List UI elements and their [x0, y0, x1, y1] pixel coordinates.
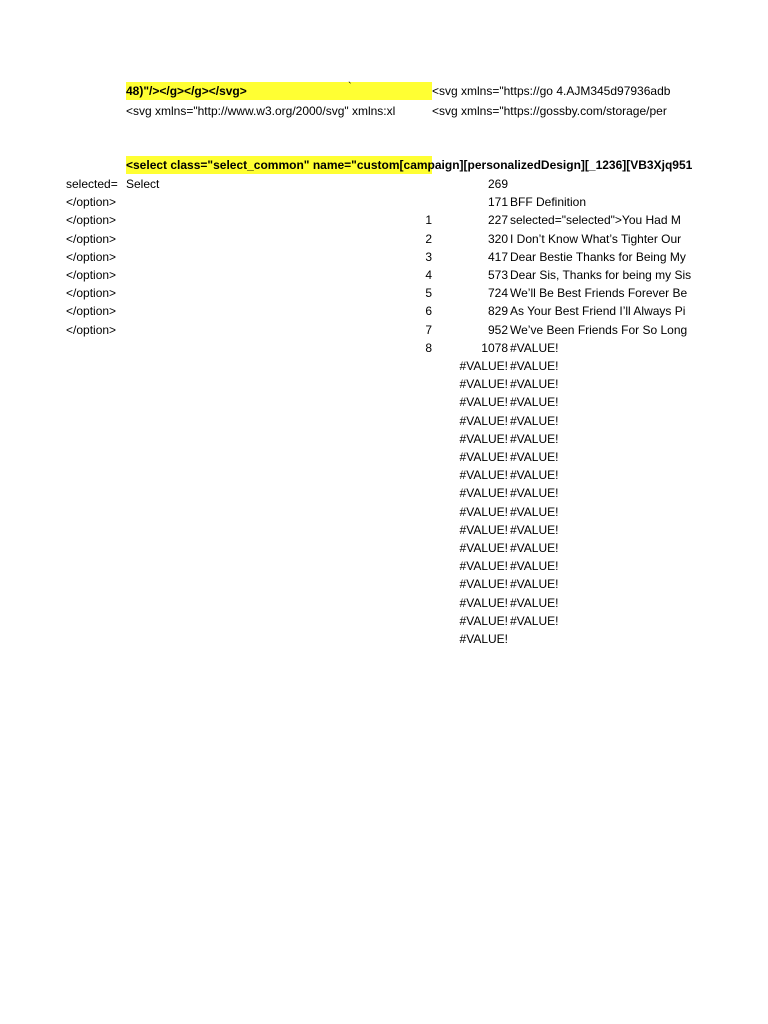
cell-error-value[interactable]: #VALUE!	[459, 559, 508, 574]
cell-option-text[interactable]: Dear Bestie Thanks for Being My	[510, 249, 686, 264]
cell-error-value[interactable]: #VALUE!	[459, 486, 508, 501]
cell-error-value[interactable]: #VALUE!	[459, 377, 508, 392]
cell-option-tag[interactable]: </option>	[66, 286, 117, 301]
table-row	[0, 630, 768, 648]
cell-index[interactable]	[400, 193, 432, 211]
table-row	[0, 557, 768, 575]
cell-position[interactable]: 952	[487, 322, 508, 337]
table-row	[0, 302, 768, 320]
cell-index[interactable]: 5	[425, 286, 432, 301]
cell-position[interactable]: 227	[487, 213, 508, 228]
table-row	[0, 284, 768, 302]
cell-index[interactable]: 8	[425, 340, 432, 355]
table-row	[0, 375, 768, 393]
cell-label[interactable]	[126, 321, 432, 339]
table-row	[0, 612, 768, 630]
cell-error-text[interactable]: #VALUE!	[510, 559, 559, 574]
table-row	[0, 575, 768, 593]
cell-error-value[interactable]: #VALUE!	[459, 395, 508, 410]
cell-error-text[interactable]	[510, 630, 696, 648]
table-row	[0, 539, 768, 557]
cell-position[interactable]: 320	[487, 231, 508, 246]
cell-position[interactable]: 829	[487, 304, 508, 319]
cell-position[interactable]: 171	[487, 195, 508, 210]
cell-index[interactable]: 2	[425, 231, 432, 246]
cell-option-text[interactable]: #VALUE!	[510, 340, 559, 355]
cell-label[interactable]	[126, 266, 432, 284]
cell-svg-close-tags[interactable]: 48)"/></g></g></svg>	[126, 82, 432, 100]
cell-error-text[interactable]: #VALUE!	[510, 522, 559, 537]
table-row	[0, 484, 768, 502]
table-row	[0, 211, 768, 229]
cell-label[interactable]	[126, 230, 432, 248]
cell-label[interactable]	[126, 302, 432, 320]
cell-label[interactable]	[126, 193, 432, 211]
cell-index[interactable]: 3	[425, 249, 432, 264]
cell-position[interactable]: 573	[487, 268, 508, 282]
cell-option-text[interactable]: selected="selected">You Had M	[510, 213, 681, 228]
cell-error-text[interactable]: #VALUE!	[510, 413, 559, 428]
cell-error-value[interactable]: #VALUE!	[459, 522, 508, 537]
select-tag-text: <select class="select_common" name="custom[campaign][personalizedDesign][_1236][VB3Xjq951	[126, 158, 693, 172]
cell-label[interactable]: Select	[126, 177, 160, 191]
cell-error-value[interactable]: #VALUE!	[459, 577, 508, 592]
cell-option-text[interactable]: We’ve Been Friends For So Long	[510, 322, 688, 337]
cell-index[interactable]: 4	[425, 268, 432, 282]
cell-position[interactable]: 417	[487, 249, 508, 264]
table-row	[0, 193, 768, 211]
table-row	[0, 266, 768, 284]
table-row	[0, 466, 768, 484]
cell-error-value[interactable]: #VALUE!	[459, 450, 508, 464]
table-row	[0, 339, 768, 357]
sheet-row-2	[0, 102, 768, 120]
cell-option-tag[interactable]: selected=	[66, 177, 118, 191]
cell-index[interactable]	[400, 175, 432, 193]
table-row	[0, 594, 768, 612]
cell-svg-url-1[interactable]: <svg xmlns="https://go 4.AJM345d97936adb	[432, 84, 671, 98]
table-row	[0, 393, 768, 411]
table-row	[0, 430, 768, 448]
cell-error-value[interactable]: #VALUE!	[459, 632, 508, 646]
cell-label[interactable]	[126, 211, 432, 229]
cell-error-text[interactable]: #VALUE!	[510, 377, 559, 392]
cell-error-value[interactable]: #VALUE!	[459, 431, 508, 446]
table-row	[0, 521, 768, 539]
sheet-row-1	[0, 82, 768, 100]
cell-option-text[interactable]: BFF Definition	[510, 195, 587, 210]
cell-option-tag[interactable]	[66, 339, 126, 357]
cell-error-text[interactable]: #VALUE!	[510, 431, 559, 446]
cell-option-text[interactable]: I Don’t Know What’s Tighter Our	[510, 231, 682, 246]
cell-error-text[interactable]: #VALUE!	[510, 486, 559, 501]
table-row	[0, 321, 768, 339]
cell-error-value[interactable]: #VALUE!	[459, 468, 508, 483]
cell-error-text[interactable]: #VALUE!	[510, 450, 559, 464]
cell-error-text[interactable]: #VALUE!	[510, 577, 559, 592]
cell-option-tag[interactable]: </option>	[66, 195, 117, 210]
cell-error-value[interactable]: #VALUE!	[459, 595, 508, 610]
cell-svg-url-2[interactable]: <svg xmlns="https://gossby.com/storage/per	[432, 104, 667, 118]
cell-position[interactable]: 724	[487, 286, 508, 301]
cell-error-text[interactable]: #VALUE!	[510, 359, 559, 373]
cell-index[interactable]: 7	[425, 322, 432, 337]
cell-option-text[interactable]: As Your Best Friend I’ll Always Pi	[510, 304, 686, 319]
cell-select-tag[interactable]	[126, 156, 696, 174]
cell-error-text[interactable]: #VALUE!	[510, 395, 559, 410]
cell-option-text[interactable]	[510, 175, 696, 193]
cell-error-text[interactable]: #VALUE!	[510, 541, 559, 555]
cell-label[interactable]	[126, 248, 432, 266]
table-row	[0, 175, 768, 193]
cell-option-tag[interactable]: </option>	[66, 322, 117, 337]
cell-error-text[interactable]: #VALUE!	[510, 595, 559, 610]
cell-option-tag[interactable]: </option>	[66, 249, 117, 264]
table-row	[0, 503, 768, 521]
table-row	[0, 248, 768, 266]
cell-option-text[interactable]: Dear Sis, Thanks for being my Sis	[510, 268, 692, 282]
cell-option-text[interactable]: We’ll Be Best Friends Forever Be	[510, 286, 688, 301]
cell-option-tag[interactable]: </option>	[66, 231, 117, 246]
cell-position[interactable]: 1078	[481, 340, 508, 355]
cell-error-text[interactable]: #VALUE!	[510, 468, 559, 483]
cell-error-value[interactable]: #VALUE!	[459, 541, 508, 555]
table-row	[0, 230, 768, 248]
cell-option-tag[interactable]: </option>	[66, 304, 117, 319]
cell-index[interactable]: 6	[425, 304, 432, 319]
cell-error-value[interactable]: #VALUE!	[459, 504, 508, 519]
table-row	[0, 412, 768, 430]
table-row	[0, 448, 768, 466]
cell-position[interactable]: 269	[487, 177, 508, 191]
cell-error-text[interactable]: #VALUE!	[510, 504, 559, 519]
sheet-row-select	[0, 156, 768, 174]
cell-error-value[interactable]: #VALUE!	[459, 359, 508, 373]
cell-label[interactable]	[126, 339, 432, 357]
cell-error-value[interactable]: #VALUE!	[459, 413, 508, 428]
cell-index[interactable]: 1	[425, 213, 432, 228]
cell-error-text[interactable]: #VALUE!	[510, 613, 559, 628]
cell-label[interactable]	[126, 284, 432, 302]
cell-svg-xmlns[interactable]: <svg xmlns="http://www.w3.org/2000/svg" xmlns:xl	[126, 104, 396, 118]
cell-error-value[interactable]: #VALUE!	[459, 613, 508, 628]
table-row	[0, 357, 768, 375]
cell-option-tag[interactable]: </option>	[66, 213, 117, 228]
backtick-mark: `	[348, 81, 352, 93]
cell-option-tag[interactable]: </option>	[66, 268, 117, 282]
